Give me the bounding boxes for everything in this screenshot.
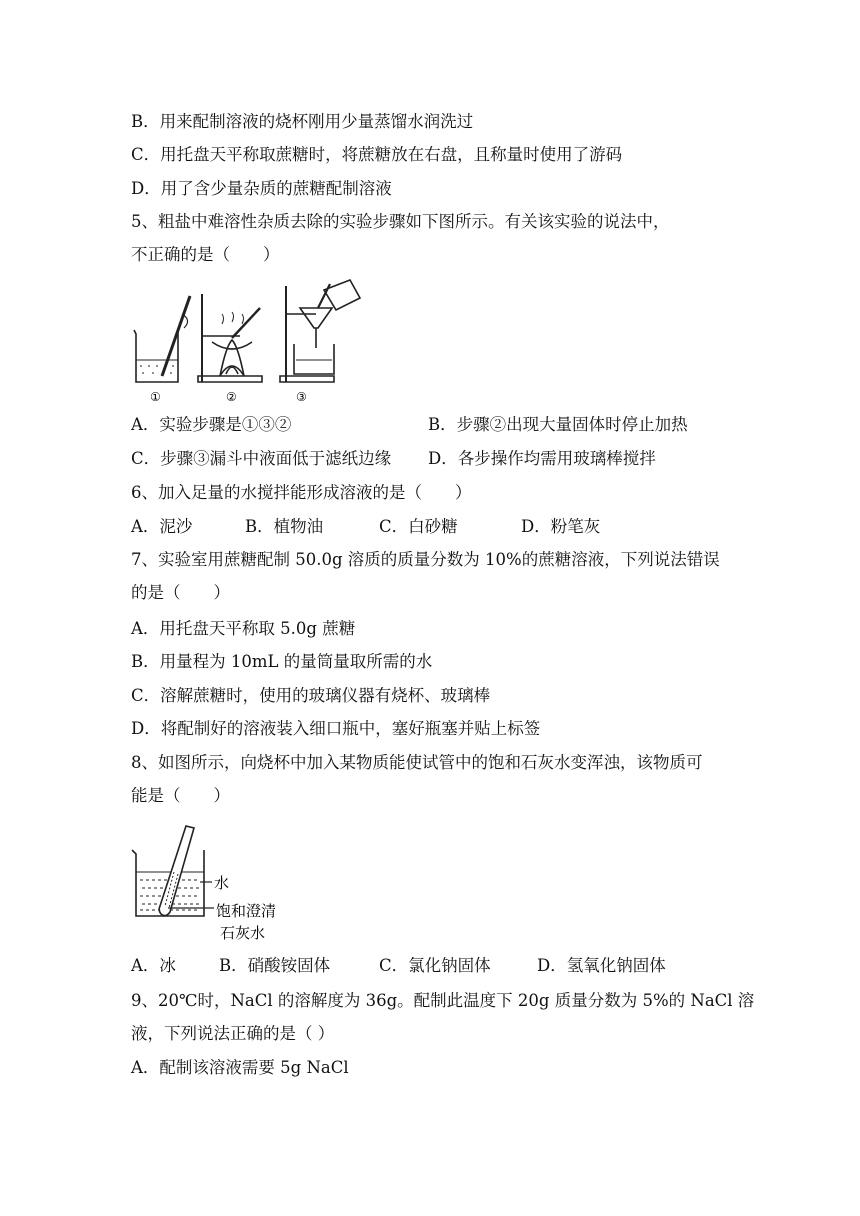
q8-option-a: A．冰 <box>131 956 176 975</box>
q5-option-d: D．各步操作均需用玻璃棒搅拌 <box>428 449 656 468</box>
q8-beaker-test-tube-figure <box>128 820 288 946</box>
q7-stem-line-1: 7、实验室用蔗糖配制 50.0g 溶质的质量分数为 10%的蔗糖溶液，下列说法错误 <box>131 550 720 569</box>
q7-option-a: A．用托盘天平称取 5.0g 蔗糖 <box>131 619 356 638</box>
figure-label-2: ② <box>226 390 237 404</box>
q5-option-c: C．步骤③漏斗中液面低于滤纸边缘 <box>131 449 392 468</box>
label-saturated-limewater-2: 石灰水 <box>220 924 266 942</box>
q5-stem-line-1: 5、粗盐中难溶性杂质去除的实验步骤如下图所示。有关该实验的说法中， <box>131 212 670 231</box>
q6-option-b: B．植物油 <box>245 517 324 536</box>
q4-option-d: D．用了含少量杂质的蔗糖配制溶液 <box>131 179 392 198</box>
beaker-stirring-diagram <box>134 296 190 382</box>
q5-apparatus-figure <box>128 278 368 406</box>
q8-stem-line-1: 8、如图所示，向烧杯中加入某物质能使试管中的饱和石灰水变浑浊，该物质可 <box>131 753 703 772</box>
test-tube <box>159 826 194 916</box>
label-water: 水 <box>214 874 230 892</box>
q6-option-d: D．粉笔灰 <box>521 517 601 536</box>
q6-option-c: C．白砂糖 <box>379 517 458 536</box>
q7-option-c: C．溶解蔗糖时，使用的玻璃仪器有烧杯、玻璃棒 <box>131 686 491 705</box>
q4-option-b: B．用来配制溶液的烧杯刚用少量蒸馏水润洗过 <box>131 112 474 131</box>
q5-option-a: A．实验步骤是①③② <box>131 415 292 434</box>
q6-stem: 6、加入足量的水搅拌能形成溶液的是（ ） <box>131 483 472 502</box>
q7-stem-line-2: 的是（ ） <box>131 583 230 602</box>
q8-option-d: D．氢氧化钠固体 <box>537 956 666 975</box>
q9-option-a: A．配制该溶液需要 5g NaCl <box>131 1058 349 1077</box>
label-saturated-limewater-1: 饱和澄清 <box>216 902 277 920</box>
q8-option-c: C．氯化钠固体 <box>379 956 491 975</box>
filtration-diagram <box>280 280 360 382</box>
q8-stem-line-2: 能是（ ） <box>131 786 230 805</box>
figure-label-1: ① <box>150 390 161 404</box>
figure-label-3: ③ <box>296 390 307 404</box>
q9-stem-line-2: 液，下列说法正确的是（ ） <box>131 1024 335 1043</box>
q7-option-b: B．用量程为 10mL 的量筒量取所需的水 <box>131 652 433 671</box>
q9-stem-line-1: 9、20℃时，NaCl 的溶解度为 36g。配制此温度下 20g 质量分数为 5%的 NaCl 溶 <box>131 991 755 1010</box>
q5-option-b: B．步骤②出现大量固体时停止加热 <box>428 415 688 434</box>
q4-option-c: C．用托盘天平称取蔗糖时，将蔗糖放在右盘，且称量时使用了游码 <box>131 145 623 164</box>
q5-stem-line-2: 不正确的是（ ） <box>131 245 280 264</box>
q6-option-a: A．泥沙 <box>131 517 193 536</box>
evaporation-diagram <box>198 294 262 382</box>
q8-option-b: B．硝酸铵固体 <box>219 956 331 975</box>
q7-option-d: D．将配制好的溶液装入细口瓶中，塞好瓶塞并贴上标签 <box>131 719 541 738</box>
